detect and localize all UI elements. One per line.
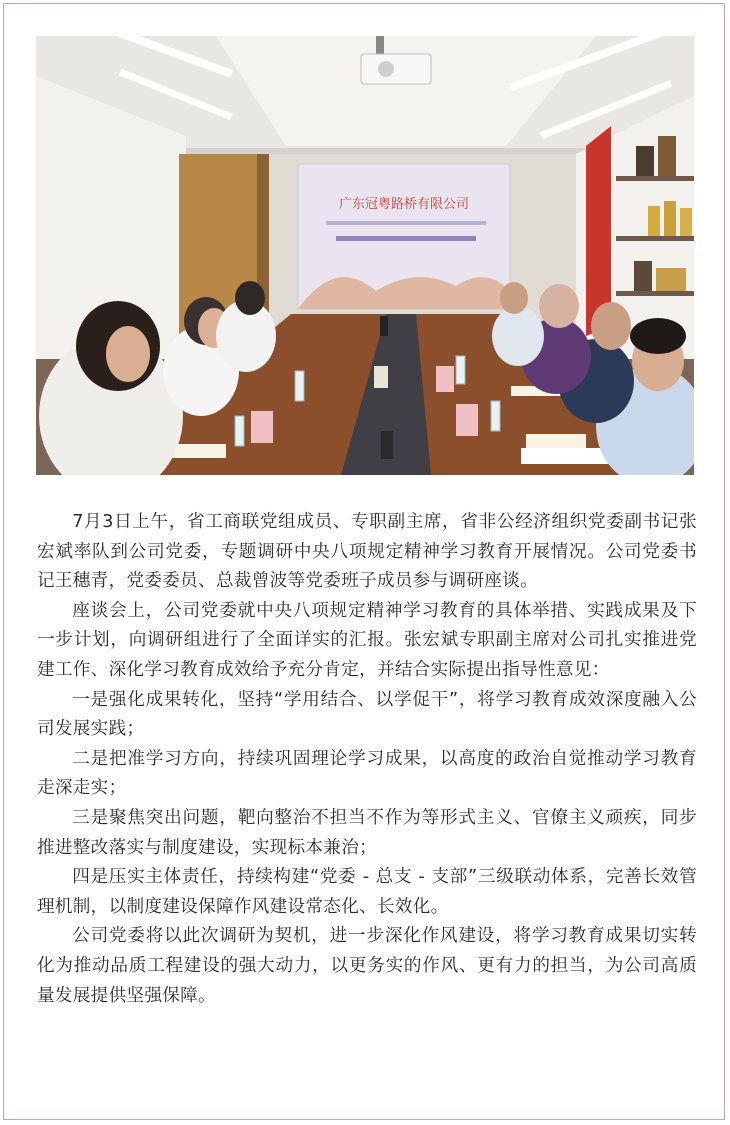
meeting-photo <box>36 36 694 475</box>
paragraph-point-four: 四是压实主体责任，持续构建“党委 - 总支 - 支部”三级联动体系，完善长效管理机制，以制度建设保障作风建设常态化、长效化。 <box>37 867 697 917</box>
article-body <box>37 508 697 1011</box>
screen-title: 广东冠粤路桥有限公司 <box>338 197 470 212</box>
paragraph-visit: 7月3日上午，省工商联党组成员、专职副主席，省非公经济组织党委副书记张宏斌率队到公司党委，专题调研中央八项规定精神学习教育开展情况。公司党委书记王穗青，党委委员、总裁曾波等党委班子成员参与调研座谈。 <box>37 512 697 592</box>
paragraph-point-three: 三是聚焦突出问题，靶向整治不担当不作为等形式主义、官僚主义顽疾，同步推进整改落实与制度建设，实现标本兼治； <box>37 807 697 858</box>
paragraph-report: 座谈会上，公司党委就中央八项规定精神学习教育的具体举措、实践成果及下一步计划，向调研组进行了全面详实的汇报。张宏斌专职副主席对公司扎实推进党建工作、深化学习教育成效给予充分肯定，并结合实际提出指导性意见： <box>37 600 697 680</box>
paragraph-conclusion: 公司党委将以此次调研为契机，进一步深化作风建设，将学习教育成果切实转化为推动品质工程建设的强大动力，以更务实的作风、更有力的担当，为公司高质量发展提供坚强保障。 <box>37 926 697 1006</box>
paragraph-point-one: 一是强化成果转化，坚持“学用结合、以学促干”，将学习教育成效深度融入公司发展实践； <box>37 689 697 740</box>
paragraph-point-two: 二是把准学习方向，持续巩固理论学习成果，以高度的政治自觉推动学习教育走深走实； <box>37 748 697 799</box>
